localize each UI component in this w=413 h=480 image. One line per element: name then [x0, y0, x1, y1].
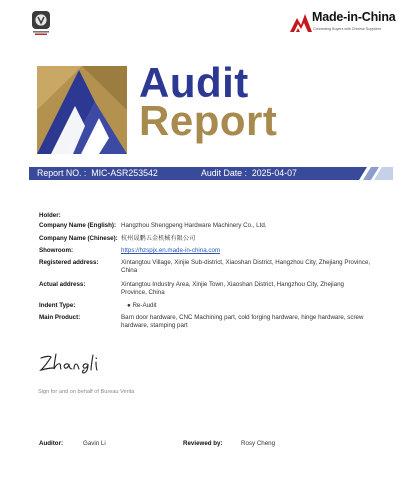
brand-tagline: Connecting Buyers with Chinese Suppliers: [313, 27, 381, 31]
bureau-veritas-logo-icon: [30, 10, 52, 36]
reviewer-label: Reviewed by:: [183, 440, 223, 447]
hero-title-audit: Audit: [139, 59, 249, 106]
auditor-value: Gavin Li: [83, 440, 106, 447]
reviewer-value: Rosy Cheng: [241, 440, 276, 447]
registered-address-value: Xintangtou Village, Xinjie Sub-district, Xiaoshan District, Hangzhou City, Zhejiang Province, China: [121, 259, 371, 274]
auditor-label: Auditor:: [39, 440, 64, 447]
company-en-label: Company Name (English):: [39, 222, 117, 229]
hero-title-report: Report: [139, 97, 278, 144]
company-cn-label: Company Name (Chinese):: [39, 235, 118, 242]
main-product-value: Barn door hardware, CNC Machining part, cold forging hardware, hinge hardware, screw hardware, stamping part: [121, 314, 364, 329]
audit-report-emblem-icon: [37, 66, 127, 154]
brand-name: Made-in-China: [312, 10, 396, 24]
company-cn-value: 杭州晟鹏五金机械有限公司: [121, 235, 196, 242]
showroom-link[interactable]: https://hzspjx.en.made-in-china.com: [121, 247, 221, 254]
main-product-label: Main Product:: [39, 314, 81, 321]
actual-address-label: Actual address:: [39, 281, 86, 288]
indent-type-text: Re-Audit: [132, 302, 157, 309]
report-number: Report NO. : MIC-ASR253542: [37, 168, 158, 178]
holder-label: Holder:: [39, 212, 61, 219]
indent-type-label: Indent Type:: [39, 302, 76, 309]
audit-date: Audit Date : 2025-04-07: [201, 168, 297, 178]
actual-address-value: Xintangtou Industry Area, Xinjie Town, Xiaoshan District, Hangzhou City, Zhejiang Province, China: [121, 281, 344, 296]
bullet-icon: ●: [127, 302, 133, 309]
handwritten-signature-icon: [38, 352, 110, 374]
made-in-china-logo-icon: [290, 14, 312, 32]
company-en-value: Hangzhou Shengpeng Hardware Machinery Co., Ltd.: [121, 222, 267, 229]
signature-caption: Sign for and on behalf of Bureau Verita: [38, 389, 135, 395]
indent-type-value: [127, 302, 377, 310]
registered-address-label: Registered address:: [39, 259, 99, 266]
showroom-label: Showroom:: [39, 247, 74, 254]
